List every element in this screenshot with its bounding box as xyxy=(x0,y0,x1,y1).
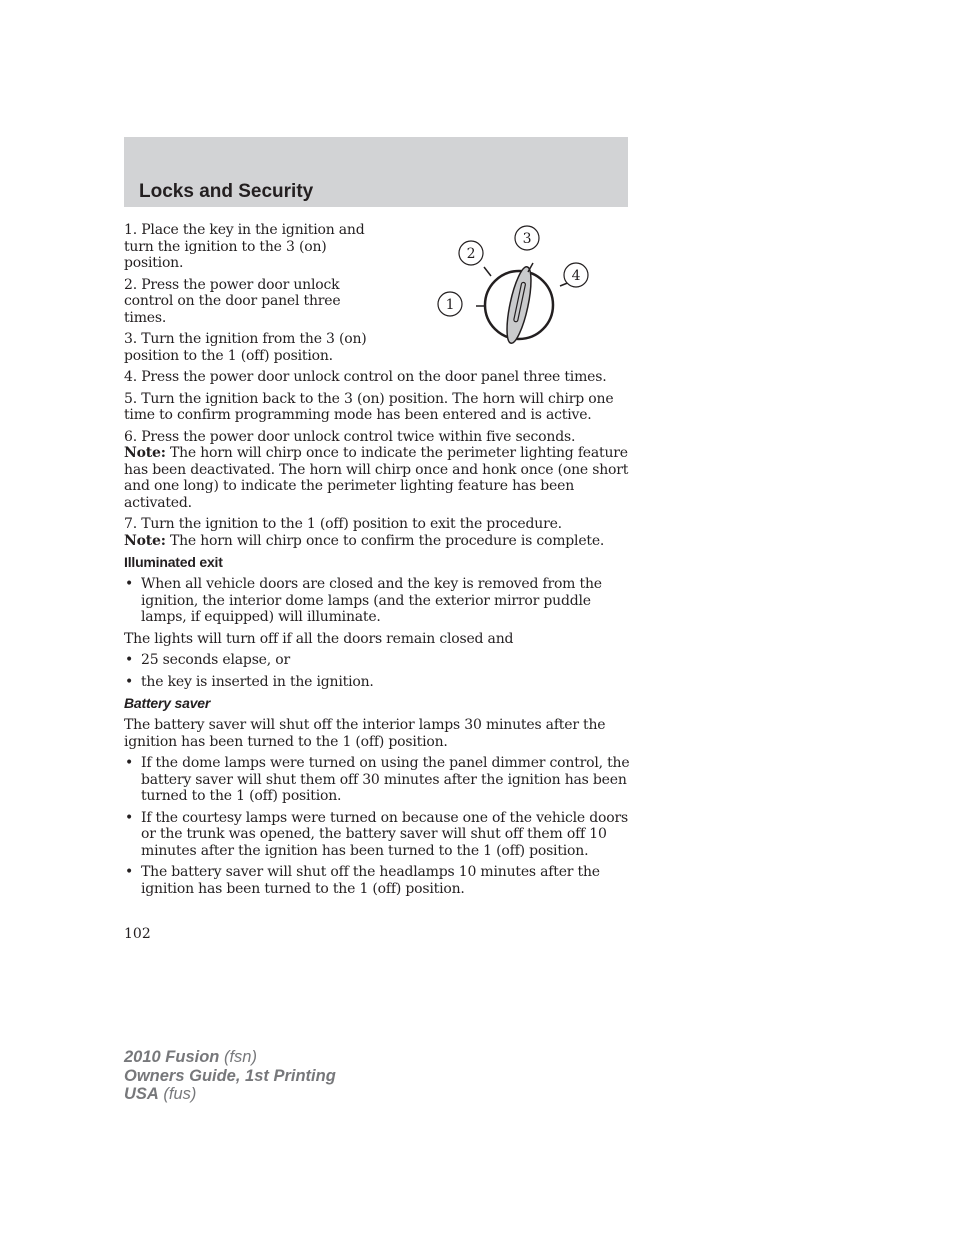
section-header-band xyxy=(124,137,628,207)
list-item: • The battery saver will shut off the headlamps 10 minutes after the ignition has been turned to the 1 (off) position. xyxy=(124,864,630,897)
ignition-position-diagram xyxy=(434,225,634,350)
page-number: 102 xyxy=(124,926,151,942)
footer-market-code: (fus) xyxy=(158,1085,197,1103)
step-6-text: 6. Press the power door unlock control twice within five seconds. xyxy=(124,428,576,445)
step-7-text: 7. Turn the ignition to the 1 (off) position to exit the procedure. xyxy=(124,516,562,532)
footer-line-1 xyxy=(124,1048,336,1067)
illuminated-exit-conditions-list xyxy=(124,652,630,690)
list-item: • 25 seconds elapse, or xyxy=(124,652,630,669)
battery-saver-heading: Battery saver xyxy=(124,695,211,711)
section-title: Locks and Security xyxy=(139,181,314,202)
step-6-note-label: Note: xyxy=(124,445,166,461)
list-item: • When all vehicle doors are closed and the key is removed from the ignition, the interior dome lamps (and the exterior mirror puddle lamps, if equipped) will illuminate. xyxy=(124,576,630,626)
position-1-label: 1 xyxy=(445,297,455,313)
footer-line-2 xyxy=(124,1067,336,1086)
position-4-label: 4 xyxy=(571,268,581,284)
step-5: 5. Turn the ignition back to the 3 (on) position. The horn will chirp one time to confirm programming mode has been entered and is active. xyxy=(124,390,614,423)
document-footer xyxy=(124,1048,336,1104)
footer-market: USA xyxy=(124,1085,159,1103)
position-2-label: 2 xyxy=(466,246,476,262)
illuminated-exit-heading: Illuminated exit xyxy=(124,554,223,570)
footer-model-code: (fsn) xyxy=(219,1048,257,1066)
step-6-note: The horn will chirp once to indicate the perimeter lighting feature has been deactivated. The horn will chirp once and honk once (one short and one long) to indicate the perimeter lighting feature has been activated. xyxy=(124,445,629,511)
footer-guide: Owners Guide, 1st Printing xyxy=(124,1066,336,1085)
battery-saver-paragraph: The battery saver will shut off the interior lamps 30 minutes after the ignition has been turned to the 1 (off) position. xyxy=(124,717,606,750)
illuminated-exit-paragraph: The lights will turn off if all the doors remain closed and xyxy=(124,630,514,647)
step-6 xyxy=(124,429,630,512)
step-7 xyxy=(124,516,630,549)
list-item: • If the dome lamps were turned on using the panel dimmer control, the battery saver will shut them off 30 minutes after the ignition has been turned to the 1 (off) position. xyxy=(124,755,630,805)
step-2: 2. Press the power door unlock control on the door panel three times. xyxy=(124,276,341,326)
step-1: 1. Place the key in the ignition and turn the ignition to the 3 (on) position. xyxy=(124,222,365,271)
step-4: 4. Press the power door unlock control on the door panel three times. xyxy=(124,369,607,385)
list-item: • the key is inserted in the ignition. xyxy=(124,674,630,691)
battery-saver-list xyxy=(124,755,630,897)
step-7-note-label: Note: xyxy=(124,532,166,549)
list-item: • If the courtesy lamps were turned on because one of the vehicle doors or the trunk was opened, the battery saver will shut off them off 10 minutes after the ignition has been turned to the 1 (off) position. xyxy=(124,810,630,860)
position-3-label: 3 xyxy=(522,231,532,247)
footer-model: 2010 Fusion xyxy=(124,1048,220,1066)
position-2-tick xyxy=(484,267,491,276)
footer-line-3 xyxy=(124,1085,336,1104)
page-content xyxy=(124,222,630,902)
step-3: 3. Turn the ignition from the 3 (on) position to the 1 (off) position. xyxy=(124,331,367,364)
illuminated-exit-list xyxy=(124,576,630,626)
step-7-note: The horn will chirp once to confirm the procedure is complete. xyxy=(165,532,605,549)
